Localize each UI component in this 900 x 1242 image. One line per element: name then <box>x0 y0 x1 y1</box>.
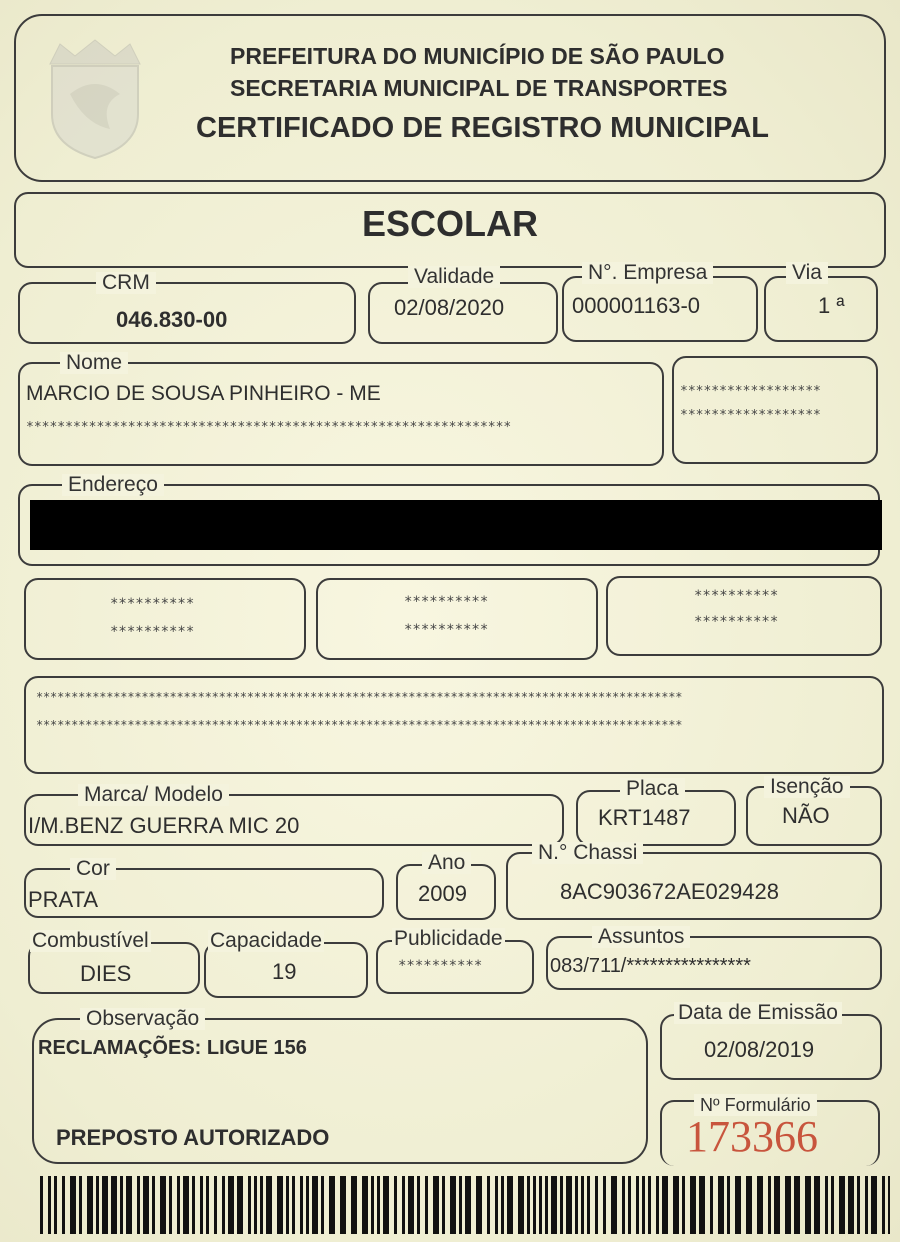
barcode-bar <box>394 1176 397 1234</box>
placa-label: Placa <box>620 778 685 800</box>
barcode-bar <box>533 1176 536 1234</box>
preposto-autorizado: PREPOSTO AUTORIZADO <box>56 1125 330 1150</box>
assuntos-value: 083/711/**************** <box>550 955 751 977</box>
combustivel-value: DIES <box>80 961 132 986</box>
barcode-bar <box>746 1176 752 1234</box>
barcode-bar <box>54 1176 57 1234</box>
barcode-bar <box>433 1176 439 1234</box>
barcode-bar <box>825 1176 828 1234</box>
masked-box-3-line2: ********** <box>694 614 779 630</box>
barcode-bar <box>710 1176 713 1234</box>
capacidade-value: 19 <box>272 959 297 984</box>
category-title: ESCOLAR <box>361 203 538 244</box>
barcode-bar <box>351 1176 357 1234</box>
barcode-bar <box>611 1176 617 1234</box>
barcode-bar <box>266 1176 272 1234</box>
nome-box <box>18 362 664 466</box>
header-line2: SECRETARIA MUNICIPAL DE TRANSPORTES <box>230 75 728 101</box>
marca-label: Marca/ Modelo <box>78 784 229 806</box>
nome-mask: ************************************************************** <box>26 420 512 435</box>
barcode-bar <box>642 1176 645 1234</box>
barcode-bar <box>312 1176 318 1234</box>
masked-box-2-line1: ********** <box>404 594 489 610</box>
barcode-bar <box>699 1176 705 1234</box>
barcode-bar <box>192 1176 195 1234</box>
barcode-bar <box>260 1176 263 1234</box>
masked-box-2 <box>316 578 598 660</box>
nome-value: MARCIO DE SOUSA PINHEIRO - ME <box>26 382 381 405</box>
chassi-value: 8AC903672AE029428 <box>560 879 779 904</box>
barcode-bar <box>757 1176 763 1234</box>
formulario-label: Nº Formulário <box>694 1094 817 1116</box>
masked-box-1-line2: ********** <box>110 624 195 640</box>
barcode-bar <box>402 1176 405 1234</box>
barcode-bar <box>882 1176 885 1234</box>
barcode-bar <box>507 1176 513 1234</box>
barcode-bar <box>237 1176 243 1234</box>
masked-box-1 <box>24 578 306 660</box>
barcode-bar <box>459 1176 462 1234</box>
barcode-bar <box>329 1176 335 1234</box>
nome-side-mask-2: ****************** <box>680 408 821 423</box>
barcode-bar <box>137 1176 140 1234</box>
assuntos-label: Assuntos <box>592 926 690 948</box>
barcode-bar <box>377 1176 380 1234</box>
barcode-bar <box>495 1176 498 1234</box>
barcode-bar <box>340 1176 346 1234</box>
barcode-bar <box>805 1176 811 1234</box>
cor-label: Cor <box>70 858 116 880</box>
barcode-bar <box>603 1176 606 1234</box>
barcode-bar <box>831 1176 834 1234</box>
barcode-bar <box>408 1176 414 1234</box>
long-mask-line1: ******************************************************************************************** <box>36 690 683 704</box>
barcode-bar <box>383 1176 389 1234</box>
cor-value: PRATA <box>28 887 99 912</box>
barcode-bar <box>718 1176 724 1234</box>
endereco-label: Endereço <box>62 474 164 496</box>
barcode-bar <box>551 1176 557 1234</box>
empresa-value: 000001163-0 <box>572 293 701 318</box>
validade-label: Validade <box>408 266 500 288</box>
barcode-bar <box>768 1176 771 1234</box>
barcode-bar <box>628 1176 631 1234</box>
barcode-bar <box>417 1176 420 1234</box>
barcode-bar <box>177 1176 180 1234</box>
barcode-bar <box>581 1176 584 1234</box>
city-crest-seal <box>40 34 150 162</box>
combustivel-label: Combustível <box>32 929 149 952</box>
barcode-bar <box>539 1176 542 1234</box>
publicidade-value: ********** <box>398 958 483 974</box>
masked-box-2-line2: ********** <box>404 622 489 638</box>
barcode-bar <box>70 1176 76 1234</box>
barcode-bar <box>222 1176 225 1234</box>
emissao-label: Data de Emissão <box>674 1002 842 1024</box>
barcode-bar <box>425 1176 428 1234</box>
barcode-bar <box>566 1176 572 1234</box>
header-line1: PREFEITURA DO MUNICÍPIO DE SÃO PAULO <box>230 43 725 69</box>
barcode-bar <box>636 1176 639 1234</box>
observacao-value: RECLAMAÇÕES: LIGUE 156 <box>38 1037 307 1059</box>
barcode-bar <box>300 1176 303 1234</box>
barcode-bar <box>362 1176 368 1234</box>
empresa-label: N°. Empresa <box>582 262 713 284</box>
address-redaction <box>30 500 882 550</box>
barcode-bar <box>814 1176 820 1234</box>
crm-label: CRM <box>96 272 156 294</box>
barcode-bar <box>839 1176 845 1234</box>
barcode-bar <box>527 1176 530 1234</box>
barcode-bar <box>228 1176 234 1234</box>
barcode-bar <box>518 1176 524 1234</box>
barcode-bar <box>152 1176 155 1234</box>
barcode-bar <box>120 1176 123 1234</box>
barcode-bar <box>865 1176 868 1234</box>
barcode-bar <box>560 1176 563 1234</box>
barcode-bar <box>487 1176 490 1234</box>
barcode-bar <box>143 1176 149 1234</box>
barcode-bar <box>690 1176 696 1234</box>
barcode-bar <box>648 1176 651 1234</box>
barcode-bar <box>595 1176 598 1234</box>
barcode-bar <box>888 1176 890 1234</box>
barcode-bar <box>87 1176 93 1234</box>
masked-box-3-line1: ********** <box>694 588 779 604</box>
barcode-bar <box>277 1176 283 1234</box>
barcode-bar <box>857 1176 860 1234</box>
barcode-bar <box>871 1176 877 1234</box>
barcode-bar <box>656 1176 659 1234</box>
barcode-bar <box>575 1176 578 1234</box>
barcode-bar <box>96 1176 99 1234</box>
barcode-bar <box>794 1176 800 1234</box>
barcode-bar <box>214 1176 217 1234</box>
barcode-bar <box>735 1176 741 1234</box>
isencao-value: NÃO <box>782 803 830 828</box>
barcode-bar <box>465 1176 471 1234</box>
barcode-bar <box>200 1176 203 1234</box>
barcode-bar <box>545 1176 548 1234</box>
barcode-bar <box>321 1176 324 1234</box>
barcode-bar <box>160 1176 166 1234</box>
barcode-bar <box>442 1176 445 1234</box>
barcode-bar <box>587 1176 590 1234</box>
barcode-bar <box>183 1176 189 1234</box>
barcode-bar <box>62 1176 65 1234</box>
isencao-label: Isenção <box>764 776 850 798</box>
crm-value: 046.830-00 <box>116 307 228 332</box>
barcode-bar <box>848 1176 854 1234</box>
barcode-bar <box>292 1176 295 1234</box>
barcode-bar <box>785 1176 791 1234</box>
barcode-bar <box>102 1176 108 1234</box>
emissao-value: 02/08/2019 <box>704 1037 815 1062</box>
barcode <box>40 1176 890 1234</box>
barcode-bar <box>673 1176 679 1234</box>
publicidade-label: Publicidade <box>394 927 503 950</box>
marca-value: I/M.BENZ GUERRA MIC 20 <box>28 813 300 838</box>
barcode-bar <box>450 1176 456 1234</box>
nome-side-mask-1: ****************** <box>680 384 821 399</box>
barcode-bar <box>662 1176 668 1234</box>
via-label: Via <box>786 262 828 284</box>
formulario-number: 173366 <box>686 1112 818 1161</box>
barcode-bar <box>682 1176 685 1234</box>
barcode-bar <box>48 1176 51 1234</box>
masked-box-1-line1: ********** <box>110 596 195 612</box>
observacao-label: Observação <box>80 1008 205 1030</box>
capacidade-label: Capacidade <box>210 929 323 952</box>
certificate-title: CERTIFICADO DE REGISTRO MUNICIPAL <box>196 112 770 144</box>
barcode-bar <box>206 1176 209 1234</box>
validade-value: 02/08/2020 <box>394 295 505 320</box>
chassi-label: N.° Chassi <box>532 842 643 864</box>
barcode-bar <box>111 1176 117 1234</box>
barcode-bar <box>622 1176 625 1234</box>
barcode-bar <box>79 1176 82 1234</box>
barcode-bar <box>254 1176 257 1234</box>
barcode-bar <box>476 1176 482 1234</box>
ano-value: 2009 <box>418 881 467 906</box>
placa-value: KRT1487 <box>598 805 691 830</box>
via-value: 1 ª <box>818 293 845 318</box>
barcode-bar <box>40 1176 43 1234</box>
long-mask-line2: ******************************************************************************************** <box>36 718 683 732</box>
barcode-bar <box>248 1176 251 1234</box>
barcode-bar <box>501 1176 504 1234</box>
barcode-bar <box>371 1176 374 1234</box>
barcode-bar <box>727 1176 730 1234</box>
barcode-bar <box>306 1176 309 1234</box>
barcode-bar <box>169 1176 172 1234</box>
nome-label: Nome <box>60 352 128 374</box>
barcode-bar <box>286 1176 289 1234</box>
barcode-bar <box>774 1176 780 1234</box>
barcode-bar <box>126 1176 132 1234</box>
ano-label: Ano <box>422 852 471 874</box>
